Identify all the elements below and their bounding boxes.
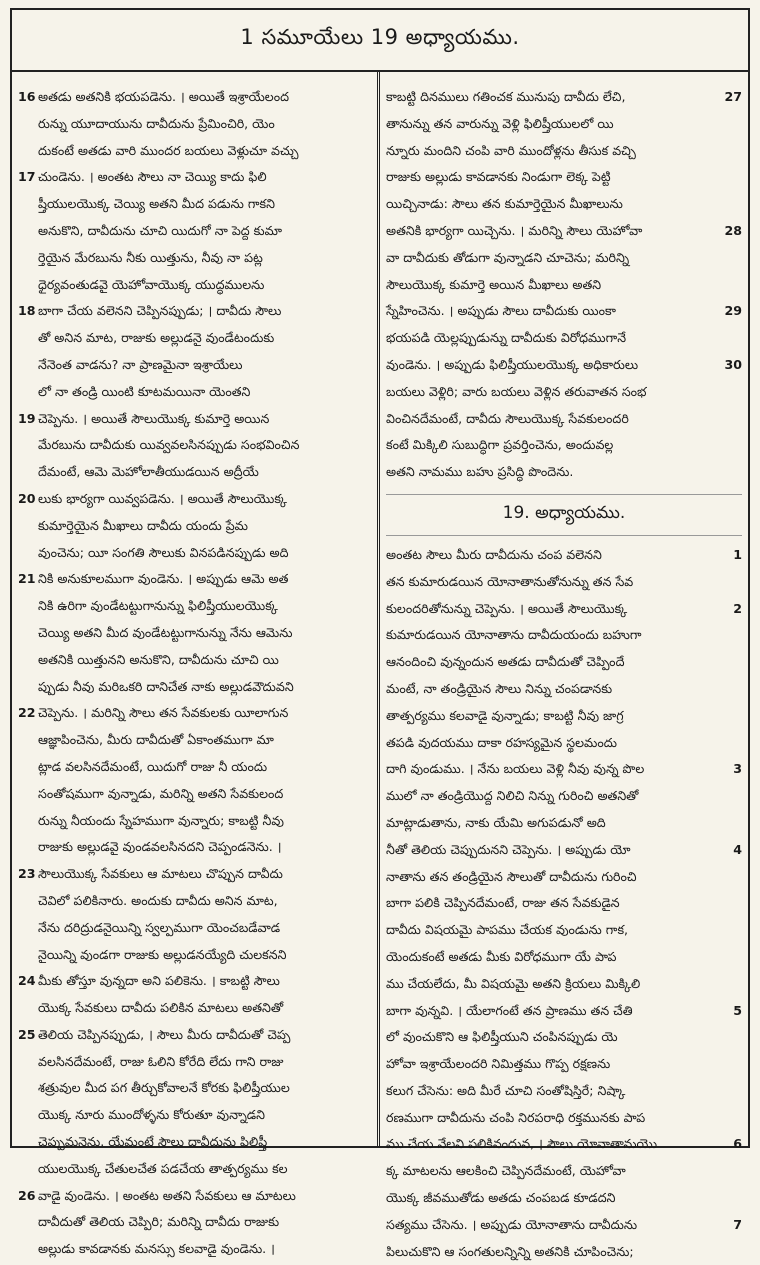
line-text: దాగి వుండుము. । నేను బయలు వెళ్లి నీవు వున్న పొల (386, 761, 645, 777)
text-line (18, 245, 373, 272)
line-text: యొక్క సేవకులు దావీదు పలికిన మాటలు అతనితో (38, 1000, 284, 1016)
verse-number: 21 (18, 571, 36, 587)
text-line (386, 622, 742, 649)
text-line (386, 1212, 742, 1239)
text-line (18, 942, 373, 969)
verse-number: 5 (733, 1002, 742, 1018)
line-text: ర్తెయైన మేరబును నీకు యిత్తును, నీవు నా పట్ల (38, 249, 263, 265)
text-line (18, 1049, 373, 1076)
text-line (18, 647, 373, 674)
verse-number (720, 191, 742, 218)
text-line (18, 325, 373, 352)
text-line (386, 649, 742, 676)
page-title: 1 సమూయేలు 19 అధ్యాయము. (240, 25, 520, 49)
text-line (386, 837, 742, 864)
text-line (386, 1131, 742, 1158)
verse-number (18, 647, 38, 674)
line-text: తపడి వుదయము దాకా రహస్యమైన స్థలమందు (386, 734, 617, 750)
verse-number (18, 325, 38, 352)
text-line (386, 890, 742, 917)
text-line (386, 406, 742, 433)
text-line (18, 593, 373, 620)
text-columns (12, 72, 748, 1259)
line-text: యులయొక్క చేతులచేత పడచేయ తాత్పర్యము కల (38, 1160, 288, 1176)
verse-number (18, 1129, 38, 1156)
verse-number (720, 138, 742, 165)
text-line (18, 352, 373, 379)
line-text: తాత్పర్యము కలవాడై వున్నాడు; కాబట్టి నీవు జాగ్ర (386, 707, 624, 723)
text-line (386, 272, 742, 299)
line-text: ప్పుడు నీవు మరిఒకరి దానిచేత నాకు అల్లుడవౌదువని (38, 678, 294, 694)
line-text: ఆనందించి వున్నందున అతడు దావీదుతో చెప్పిందే (386, 654, 625, 670)
line-text: లో నా తండ్రి యింటి కూటమయినా యెంతని (38, 383, 251, 399)
line-text: న్నూరు మందిని చంపి వారి ముందోళ్లను తీసుక వచ్చి (386, 142, 636, 158)
line-text: మేరబును దావీదుకు యివ్వవలసినప్పుడు సంభవించిన (38, 437, 300, 453)
text-line (386, 971, 742, 998)
text-line (386, 379, 742, 406)
text-line (18, 1102, 373, 1129)
line-text: యెందుకంటే అతడు మీకు విరోధముగా యే పాప (386, 948, 617, 964)
line-text: ములో నా తండ్రియొద్ద నిలిచి నిన్ను గురించి అతనితో (386, 788, 639, 804)
line-text: వాడై వుండెను. । అంతట అతని సేవకులు ఆ మాటలు (38, 1187, 296, 1203)
verse-number (18, 1102, 38, 1129)
verse-number: 23 (18, 866, 36, 882)
text-line (18, 1075, 373, 1102)
verse-number: 24 (18, 973, 36, 989)
line-text: మాట్లాడుతాను, నాకు యేమి అగుపడునో అది (386, 814, 606, 830)
verse-number (720, 1158, 742, 1185)
verse-number (720, 569, 742, 596)
line-text: శత్రువుల మీద పగ తీర్చుకోవాలనే కోరకు ఫిలిష్తీయుల (38, 1080, 290, 1096)
line-text: యొక్క జీవముతోడు అతడు చంపబడ కూడదని (386, 1190, 616, 1206)
text-line (386, 325, 742, 352)
line-text: రున్ను యూదాయును దావీదును ప్రేమించిరి, యెం (38, 115, 275, 131)
line-text: కుమారుడయిన యోనాతాను దావీదుయందు బహుగా (386, 627, 642, 643)
text-line (18, 754, 373, 781)
text-line (18, 432, 373, 459)
verse-number (720, 325, 742, 352)
verse-number (18, 781, 38, 808)
verse-number (720, 164, 742, 191)
text-line (18, 620, 373, 647)
verse-number (720, 1024, 742, 1051)
text-line (18, 1236, 373, 1263)
verse-number (720, 1051, 742, 1078)
text-line (386, 111, 742, 138)
text-line (18, 459, 373, 486)
verse-number: 16 (18, 89, 36, 104)
line-text: లో వుంచుకొని ఆ ఫిలిష్తీయుని చంపినప్పుడు యె (386, 1029, 618, 1045)
verse-number (720, 917, 742, 944)
verse-number: 20 (18, 490, 36, 506)
line-text: లుకు భార్యగా యివ్వపడెను. । అయితే సౌలుయొక్క (38, 490, 287, 506)
line-text: బాగా చేయ వలెనని చెప్పినప్పుడు; । దావీదు సౌలు (38, 303, 282, 319)
line-text: బాగా వున్నవి. । యేలాగంటే తన ప్రాణము తన చేతి (386, 1002, 633, 1018)
text-line (386, 1185, 742, 1212)
text-line (386, 432, 742, 459)
text-line (18, 540, 373, 567)
text-line (386, 756, 742, 783)
text-line (18, 379, 373, 406)
text-line (386, 569, 742, 596)
page-header (12, 10, 748, 72)
text-line (18, 513, 373, 540)
line-text: నేను దరిద్రుడనైయిన్ని స్వల్పముగా యెంచబడేవాడ (38, 919, 281, 935)
line-text: కాబట్టి దినములు గతించక మునుపు దావీదు లేచి, (386, 89, 626, 104)
line-text: ము చేయలేదు, మీ విషయమై అతని క్రియలు మిక్కిలి (386, 975, 641, 991)
verse-number: 19 (18, 410, 36, 426)
verse-number (720, 971, 742, 998)
verse-number (18, 540, 38, 567)
chapter-title: 19. అధ్యాయము. (502, 502, 626, 523)
line-text: తో అనిన మాట, రాజుకు అల్లుడనై వుండేటందుకు (38, 330, 275, 346)
verse-number (18, 593, 38, 620)
verse-number (720, 111, 742, 138)
line-text: చెప్పెను. । అయితే సౌలుయొక్క కుమార్తె అయిన (38, 410, 270, 426)
line-text: స్నేహించెను. । అప్పుడు సౌలు దావీదుకు యింకా (386, 303, 616, 319)
line-text: హోవా ఇశ్రాయేలందరి నిమిత్తము గొప్ప రక్షణను (386, 1056, 611, 1072)
text-line (18, 138, 373, 165)
verse-number (720, 245, 742, 272)
line-text: ధైర్యవంతుడవై యెహోవాయొక్క యుద్ధములను (38, 276, 265, 292)
verse-number (18, 218, 38, 245)
line-text: వలసినదేమంటే, రాజు ఓలిని కోరేది లేదు గాని రాజు (38, 1053, 284, 1069)
line-text: సౌలుయొక్క సేవకులు ఆ మాటలు చొప్పున దావీదు (38, 866, 283, 882)
line-text: ష్తీయులయొక్క చెయ్యి అతని మీద పడును గాకని (38, 196, 275, 212)
line-text: చెవిలో పలికినారు. అందుకు దావీదు అనిన మాట, (38, 892, 278, 908)
text-line (18, 888, 373, 915)
line-text: ఆజ్ఞాపించెను, మీరు దావీదుతో ఏకాంతముగా మా (38, 732, 274, 748)
verse-number (18, 272, 38, 299)
text-line (18, 1183, 373, 1210)
verse-number (720, 676, 742, 703)
line-text: దావీదుతో తెలియ చెప్పిరి; మరిన్ని దావీదు రాజుకు (38, 1214, 280, 1230)
text-line (386, 245, 742, 272)
line-text: బయలు వెళ్లిరి; వారు బయలు వెళ్లిన తరువాతన సంభ (386, 383, 647, 399)
chapter-19-text (386, 542, 742, 1265)
verse-number (18, 459, 38, 486)
text-line (18, 298, 373, 325)
text-line (386, 783, 742, 810)
text-line (18, 700, 373, 727)
line-text: దుకంటే అతడు వారి ముందర బయలు వెళ్లుచూ వచ్చు (38, 142, 299, 158)
verse-number: 3 (733, 761, 742, 777)
text-line (18, 164, 373, 191)
line-text: చెప్పుమనెను. యేమంటే సౌలు దావీదును ఫిలిష్తీ (38, 1134, 268, 1150)
text-line (18, 674, 373, 701)
verse-number (18, 754, 38, 781)
verse-number (18, 245, 38, 272)
text-line (18, 218, 373, 245)
line-text: యొక్క నూరు ముందోళ్ళను కోరుతూ వున్నాడని (38, 1107, 265, 1123)
text-line (386, 596, 742, 623)
line-text: రాజుకు అల్లుడు కావడానకు నిండుగా లెక్క పెట్టి (386, 169, 611, 185)
verse-number (18, 1156, 38, 1183)
verse-number (720, 810, 742, 837)
text-line (386, 542, 742, 569)
text-line (18, 84, 373, 111)
verse-number (720, 1078, 742, 1105)
verse-number (18, 111, 38, 138)
text-line (18, 968, 373, 995)
verse-number (18, 432, 38, 459)
text-line (386, 1078, 742, 1105)
line-text: వించినదేమంటే, దావీదు సౌలుయొక్క సేవకులందరి (386, 410, 629, 426)
verse-number (18, 1236, 38, 1263)
verse-number: 7 (733, 1216, 742, 1232)
verse-number: 6 (733, 1136, 742, 1152)
verse-number (18, 1049, 38, 1076)
book-page (10, 8, 750, 1259)
text-line (386, 864, 742, 891)
verse-number: 26 (18, 1187, 36, 1203)
verse-number: 30 (724, 356, 742, 372)
verse-number: 29 (724, 303, 742, 319)
verse-number (18, 674, 38, 701)
right-column (380, 72, 748, 1259)
line-text: అతడు అతనికి భయపడెను. । అయితే ఇశ్రాయేలంద (38, 89, 289, 104)
line-text: ట్లాడ వలసినదేమంటే, యిదుగో రాజు నీ యందు (38, 758, 268, 774)
text-line (386, 298, 742, 325)
verse-number (720, 649, 742, 676)
line-text: కులందరితోనున్ను చెప్పెను. । అయితే సౌలుయొక్క (386, 600, 628, 616)
line-text: రున్ను నీయందు స్నేహముగా వున్నారు; కాబట్టి నీవు (38, 812, 284, 828)
text-line (386, 1239, 742, 1265)
verse-number (720, 622, 742, 649)
text-line (386, 459, 742, 486)
line-text: కంటే మిక్కిలి సుబుద్ధిగా ప్రవర్తించెను, అందువల్ల (386, 437, 614, 453)
text-line (386, 164, 742, 191)
verse-number (18, 191, 38, 218)
line-text: సౌలుయొక్క కుమార్తె అయిన మీఖాలు అతని (386, 276, 602, 292)
verse-number (18, 808, 38, 835)
text-line (18, 781, 373, 808)
verse-number (720, 1239, 742, 1265)
verse-number: 17 (18, 169, 36, 185)
text-line (18, 1129, 373, 1156)
line-text: అతని నామము బహు ప్రసిద్ధి పొందెను. (386, 464, 574, 480)
line-text: తెలియ చెప్పినప్పుడు, । సౌలు మీరు దావీదుతో చెప్ప (38, 1026, 291, 1042)
verse-number (720, 1185, 742, 1212)
text-line (18, 1209, 373, 1236)
line-text: అనుకొని, దావీదును చూచి యిదుగో నా పెద్ద కుమా (38, 222, 282, 238)
text-line (386, 676, 742, 703)
verse-number (720, 783, 742, 810)
line-text: అతనికి భార్యగా యిచ్చెను. । మరిన్ని సౌలు యెహోవా (386, 222, 643, 238)
line-text: యిచ్చినాడు: సౌలు తన కుమార్తెయైన మీఖాలును (386, 196, 623, 212)
verse-number (18, 138, 38, 165)
verse-number (18, 915, 38, 942)
text-line (18, 1156, 373, 1183)
line-text: కలుగ చేసెను: అది మీరే చూచి సంతోషిస్తిరే; నిష్కా (386, 1082, 626, 1098)
line-text: చెయ్యి అతని మీద వుండేటట్టుగానున్ను నేను ఆమెను (38, 624, 293, 640)
text-line (386, 84, 742, 111)
left-column (12, 72, 377, 1257)
verse-number: 28 (724, 222, 742, 238)
verse-number (18, 513, 38, 540)
line-text: క్క మాటలను ఆలకించి చెప్పినదేమంటే, యెహోవా (386, 1163, 626, 1179)
line-text: చెప్పెను. । మరిన్ని సౌలు తన సేవకులకు యీలాగున (38, 705, 289, 721)
text-line (386, 138, 742, 165)
verse-number (18, 727, 38, 754)
line-text: దావీదు విషయమై పాపము చేయక వుండును గాక, (386, 922, 629, 938)
verse-number (18, 379, 38, 406)
verse-number (18, 620, 38, 647)
verse-number (18, 942, 38, 969)
line-text: భయపడి యెల్లప్పుడున్ను దావీదుకు విరోధముగానే (386, 330, 627, 346)
text-line (386, 1158, 742, 1185)
text-line (386, 944, 742, 971)
verse-number: 4 (733, 841, 742, 857)
text-line (386, 917, 742, 944)
text-line (18, 272, 373, 299)
line-text: నీతో తెలియ చెప్పుదునని చెప్పెను. । అప్పుడు యో (386, 841, 631, 857)
verse-number (18, 888, 38, 915)
line-text: ము చేయ నేలని పలికినందున, । సౌలు యోనాతానుయొ (386, 1136, 658, 1152)
line-text: పిలుచుకొని ఆ సంగతులన్నిన్ని అతనికి చూపించెను; (386, 1243, 634, 1259)
verse-number (18, 1075, 38, 1102)
text-line (386, 998, 742, 1025)
line-text: నేనెంత వాడను? నా ప్రాణమైనా ఇశ్రాయేలు (38, 356, 243, 372)
verse-number (18, 352, 38, 379)
line-text: తన కుమారుడయిన యోనాతానుతోనున్ను తన సేవ (386, 573, 634, 589)
text-line (386, 1051, 742, 1078)
verse-number (18, 995, 38, 1022)
text-line (18, 861, 373, 888)
text-line (18, 995, 373, 1022)
line-text: అల్లుడు కావడానకు మనస్సు కలవాడై వుండెను. । (38, 1241, 275, 1257)
line-text: వా దావీదుకు తోడుగా వున్నాడని చూచెను; మరిన్ని (386, 249, 630, 265)
line-text: కుమార్తెయైన మీఖాలు దావీదు యందు ప్రేమ (38, 517, 249, 533)
text-line (18, 727, 373, 754)
verse-number (720, 459, 742, 486)
line-text: అతనికి యిత్తునని అనుకొని, దావీదును చూచి యి (38, 651, 279, 667)
verse-number: 1 (733, 546, 742, 562)
verse-number (720, 944, 742, 971)
verse-number: 18 (18, 303, 36, 319)
line-text: మీకు తోస్తూ వున్నదా అని పలికెను. । కాబట్టి సౌలు (38, 973, 280, 989)
text-line (18, 111, 373, 138)
line-text: వుంచెను; యీ సంగతి సౌలుకు వినపడినప్పుడు అది (38, 544, 289, 560)
verse-number (720, 272, 742, 299)
line-text: రణముగా దావీదును చంపి నిరపరాధి రక్తమునకు పాప (386, 1109, 646, 1125)
verse-number (18, 834, 38, 861)
verse-number (18, 1209, 38, 1236)
line-text: తానున్ను తన వారున్ను వెళ్లి ఫిలిష్తీయులలో యి (386, 115, 614, 131)
line-text: సంతోషముగా వున్నాడు, మరిన్ని అతని సేవకులంద (38, 785, 284, 801)
text-line (386, 218, 742, 245)
line-text: చుండెను. । అంతట సౌలు నా చెయ్యి కాదు ఫిలి (38, 169, 267, 185)
text-line (386, 703, 742, 730)
text-line (386, 352, 742, 379)
verse-number: 2 (733, 600, 742, 616)
verse-number (720, 432, 742, 459)
line-text: సత్యము చేసెను. । అప్పుడు యోనాతాను దావీదును (386, 1216, 638, 1232)
text-line (18, 406, 373, 433)
line-text: రాజుకు అల్లుడవై వుండవలసినదని చెప్పండనెను. । (38, 839, 282, 855)
text-line (18, 566, 373, 593)
verse-number (720, 890, 742, 917)
verse-number: 25 (18, 1026, 36, 1042)
chapter-18-continuation (386, 84, 742, 486)
text-line (386, 1105, 742, 1132)
text-line (18, 1022, 373, 1049)
text-line (386, 191, 742, 218)
verse-number (720, 406, 742, 433)
text-line (18, 191, 373, 218)
verse-number (720, 864, 742, 891)
verse-number (720, 379, 742, 406)
text-line (386, 810, 742, 837)
line-text: నాతాను తన తండ్రియైన సౌలుతో దావీదును గురించి (386, 868, 637, 884)
text-line (18, 486, 373, 513)
line-text: వుండెను. । అప్పుడు ఫిలిష్తీయులయొక్క అధికారులు (386, 356, 639, 372)
line-text: దేమంటే, ఆమె మెహోలాతీయుడయిన అద్రీయే (38, 464, 259, 480)
line-text: మంటే, నా తండ్రియైన సౌలు నిన్ను చంపడానకు (386, 680, 613, 696)
line-text: అంతట సౌలు మీరు దావీదును చంప వలెనని (386, 546, 602, 562)
verse-number (720, 730, 742, 757)
line-text: నికి అనుకూలముగా వుండెను. । అప్పుడు ఆమె అత (38, 571, 289, 587)
line-text: నైయిన్ని వుండగా రాజుకు అల్లుడనయ్యేది చులకనని (38, 946, 287, 962)
text-line (386, 1024, 742, 1051)
verse-number: 27 (724, 89, 742, 104)
chapter-heading (386, 494, 742, 536)
line-text: బాగా పలికి చెప్పినదేమంటే, రాజు తన సేవకుడైన (386, 895, 620, 911)
verse-number: 22 (18, 705, 36, 721)
text-line (18, 808, 373, 835)
verse-number (720, 1105, 742, 1132)
line-text: నికి ఉరిగా వుండేటట్టుగానున్ను ఫిలిష్తీయులయొక్క (38, 598, 278, 614)
text-line (386, 730, 742, 757)
text-line (18, 915, 373, 942)
text-line (18, 834, 373, 861)
verse-number (720, 703, 742, 730)
